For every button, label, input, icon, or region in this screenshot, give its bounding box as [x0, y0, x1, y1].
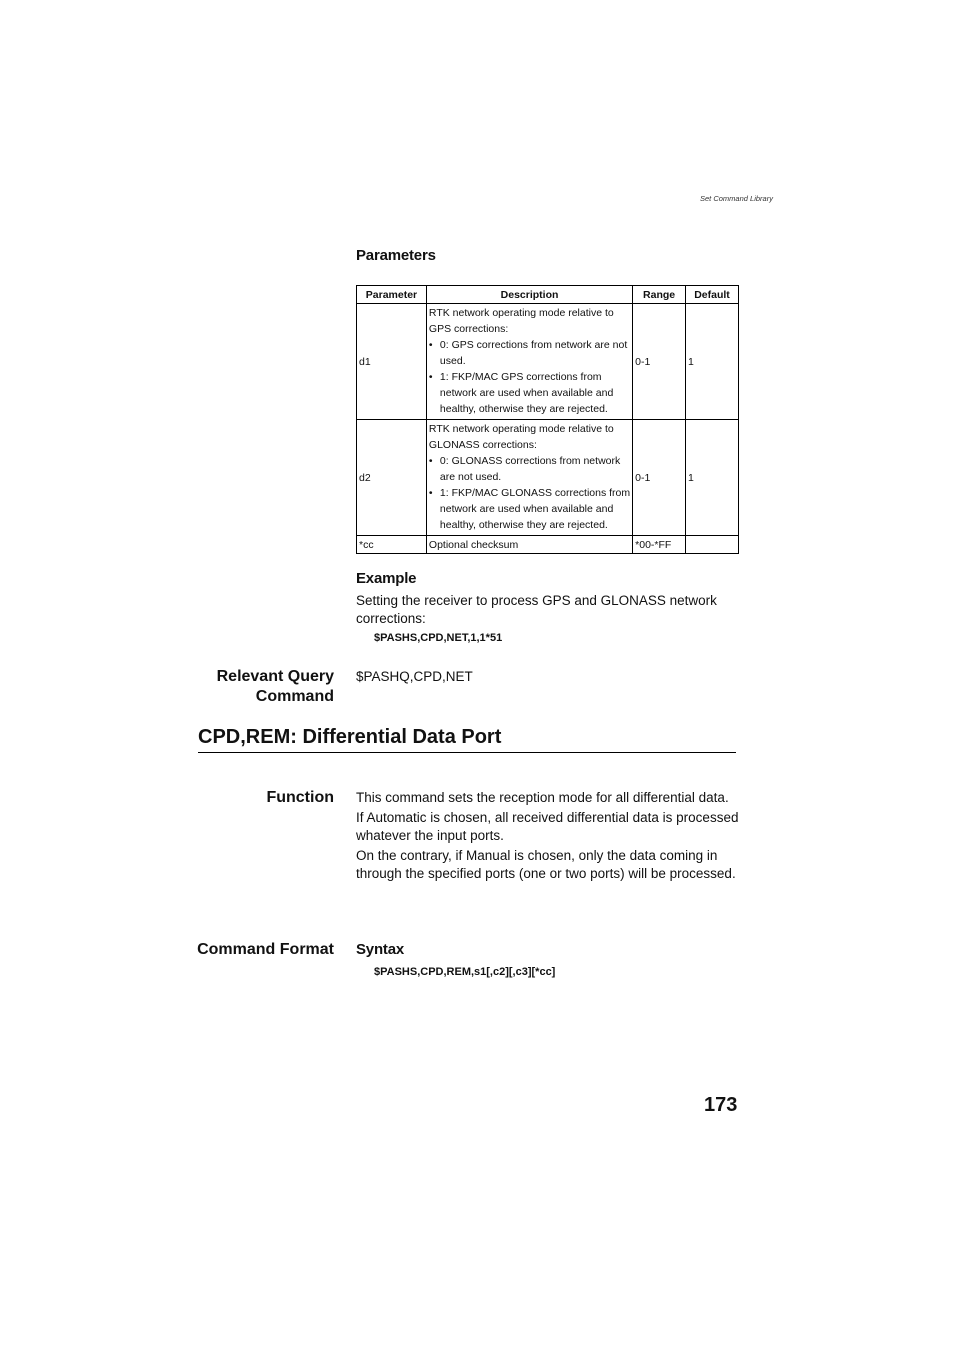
- function-paragraph: If Automatic is chosen, all received differential data is processed whatever the input ports.: [356, 810, 739, 843]
- syntax-heading: Syntax: [356, 941, 404, 958]
- param-cell: *cc: [357, 536, 427, 554]
- description-cell: [426, 304, 632, 420]
- parameters-table: [356, 285, 739, 554]
- range-cell: 0-1: [633, 304, 686, 420]
- parameters-heading: Parameters: [356, 247, 436, 264]
- column-header: Range: [633, 286, 686, 304]
- function-label: Function: [266, 789, 334, 806]
- column-header: Parameter: [357, 286, 427, 304]
- example-code: $PASHS,CPD,NET,1,1*51: [374, 632, 503, 644]
- list-item: • 1: FKP/MAC GLONASS corrections from network are used when available and healthy, otherwise they are rejected.: [429, 485, 630, 533]
- running-header: Set Command Library: [700, 194, 773, 203]
- param-cell: d2: [357, 420, 427, 536]
- default-cell: 1: [686, 420, 739, 536]
- section-title: CPD,REM: Differential Data Port: [198, 726, 502, 748]
- column-header: Description: [426, 286, 632, 304]
- list-item: • 1: FKP/MAC GPS corrections from network are used when available and healthy, otherwise they are rejected.: [429, 369, 630, 417]
- function-paragraph: On the contrary, if Manual is chosen, only the data coming in through the specified ports (one or two ports) will be processed.: [356, 848, 736, 881]
- description-cell: Optional checksum: [426, 536, 632, 554]
- function-body: [356, 789, 741, 885]
- table-row: [357, 536, 739, 554]
- section-divider: [198, 752, 736, 753]
- range-cell: 0-1: [633, 420, 686, 536]
- table-row: [357, 420, 739, 536]
- list-item: • 0: GLONASS corrections from network are not used.: [429, 453, 630, 485]
- column-header: Default: [686, 286, 739, 304]
- syntax-code: $PASHS,CPD,REM,s1[,c2][,c3][*cc]: [374, 966, 556, 978]
- description-intro: RTK network operating mode relative to GLONASS corrections:: [428, 423, 614, 451]
- relevant-query-label: [217, 667, 334, 707]
- description-list: [429, 453, 630, 533]
- description-list: [429, 337, 630, 417]
- page-number: 173: [704, 1094, 738, 1116]
- table-row: [357, 304, 739, 420]
- list-item: • 0: GPS corrections from network are not used.: [429, 337, 630, 369]
- description-cell: [426, 420, 632, 536]
- example-heading: Example: [356, 570, 417, 587]
- description-intro: RTK network operating mode relative to GPS corrections:: [428, 307, 614, 335]
- range-cell: *00-*FF: [633, 536, 686, 554]
- command-format-label: Command Format: [197, 941, 334, 958]
- table-header-row: [357, 286, 739, 304]
- relevant-query-value: $PASHQ,CPD,NET: [356, 669, 473, 684]
- default-cell: 1: [686, 304, 739, 420]
- default-cell: [686, 536, 739, 554]
- relevant-query-label-line1: Relevant Query: [216, 668, 334, 685]
- function-paragraph: This command sets the reception mode for all differential data.: [356, 790, 729, 805]
- relevant-query-label-line2: Command: [255, 688, 334, 705]
- example-text: Setting the receiver to process GPS and GLONASS network corrections:: [356, 593, 717, 626]
- param-cell: d1: [357, 304, 427, 420]
